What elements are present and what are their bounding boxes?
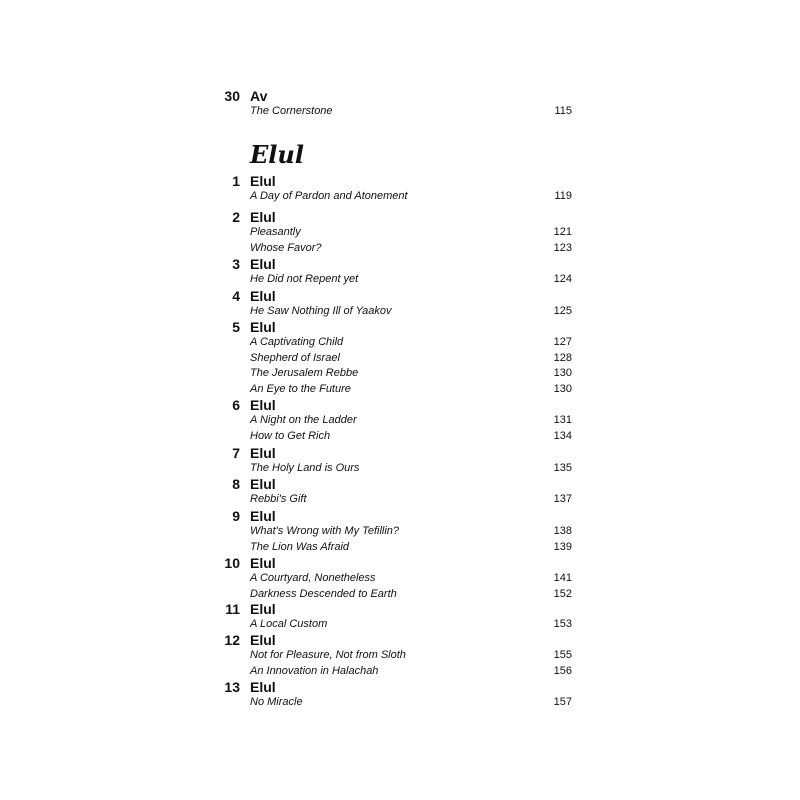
entry-page-number: 156	[553, 664, 572, 677]
toc-entry[interactable]	[225, 304, 585, 320]
day-number: 13	[224, 679, 240, 695]
entry-title: A Courtyard, Nonetheless	[250, 572, 376, 584]
toc-entry[interactable]	[225, 461, 585, 477]
entry-title: Pleasantly	[250, 226, 301, 238]
day-heading	[225, 256, 585, 272]
toc-entry[interactable]	[225, 241, 585, 257]
day-month-name: Elul	[250, 476, 276, 492]
day-heading	[225, 679, 585, 695]
day-month-name: Av	[250, 88, 268, 104]
toc-entry[interactable]	[225, 382, 585, 398]
entry-page-number: 130	[553, 367, 572, 379]
toc-entry[interactable]	[225, 648, 585, 664]
entry-title: How to Get Rich	[250, 429, 331, 442]
entry-title: Not for Pleasure, Not from Sloth	[250, 649, 406, 661]
entry-page-number: 135	[553, 462, 572, 474]
day-month-name: Elul	[250, 555, 276, 571]
day-block	[225, 88, 585, 120]
day-block	[225, 256, 585, 288]
day-heading	[225, 601, 585, 617]
entry-page-number: 127	[553, 336, 572, 348]
day-number: 3	[232, 256, 240, 272]
day-block	[225, 555, 585, 602]
entry-page-number: 119	[554, 190, 572, 202]
entry-title: A Local Custom	[250, 618, 328, 630]
day-block	[225, 209, 585, 256]
entry-title: Shepherd of Israel	[250, 351, 340, 364]
entry-page-number: 124	[553, 273, 572, 285]
day-month-name: Elul	[250, 397, 276, 413]
day-month-name: Elul	[250, 256, 276, 272]
entry-title: A Captivating Child	[250, 336, 344, 348]
day-heading	[225, 397, 585, 413]
toc-entry[interactable]	[225, 695, 585, 711]
day-block	[225, 288, 585, 320]
entry-title: Darkness Descended to Earth	[250, 587, 397, 600]
entry-page-number: 123	[553, 241, 572, 254]
month-heading: Elul	[250, 140, 304, 169]
entry-page-number: 155	[553, 649, 572, 661]
toc-entry[interactable]	[225, 272, 585, 288]
toc-entry[interactable]	[225, 587, 585, 603]
day-heading	[225, 508, 585, 524]
day-number: 4	[232, 288, 240, 304]
entry-page-number: 134	[553, 429, 572, 442]
day-number: 1	[232, 173, 240, 189]
day-heading	[225, 88, 585, 104]
toc-entry[interactable]	[225, 429, 585, 445]
toc-entry[interactable]	[225, 524, 585, 540]
day-month-name: Elul	[250, 288, 276, 304]
day-number: 12	[224, 632, 240, 648]
entry-title: What's Wrong with My Tefillin?	[250, 525, 400, 537]
toc-entry[interactable]	[225, 617, 585, 633]
day-block	[225, 173, 585, 205]
entry-page-number: 128	[553, 351, 572, 364]
entry-page-number: 138	[553, 525, 572, 537]
entry-page-number: 139	[553, 540, 572, 553]
toc-entry[interactable]	[225, 366, 585, 382]
day-block	[225, 397, 585, 444]
day-block	[225, 508, 585, 555]
entry-title: He Saw Nothing Ill of Yaakov	[250, 305, 392, 317]
day-month-name: Elul	[250, 632, 276, 648]
day-heading	[225, 209, 585, 225]
toc-entry[interactable]	[225, 540, 585, 556]
day-number: 8	[232, 476, 240, 492]
day-month-name: Elul	[250, 209, 276, 225]
entry-title: Whose Favor?	[250, 241, 322, 254]
day-heading	[225, 476, 585, 492]
toc-entry[interactable]	[225, 664, 585, 680]
day-number: 6	[232, 397, 240, 413]
entry-title: An Innovation in Halachah	[250, 664, 379, 677]
entry-title: The Cornerstone	[250, 105, 333, 117]
day-block	[225, 601, 585, 633]
day-month-name: Elul	[250, 173, 276, 189]
toc-entry[interactable]	[225, 225, 585, 241]
entry-page-number: 153	[553, 618, 572, 630]
day-number: 7	[232, 445, 240, 461]
day-month-name: Elul	[250, 601, 276, 617]
day-number: 30	[224, 88, 240, 104]
toc-entry[interactable]	[225, 104, 585, 120]
day-heading	[225, 555, 585, 571]
day-number: 9	[232, 508, 240, 524]
entry-title: He Did not Repent yet	[250, 273, 359, 285]
entry-page-number: 130	[553, 382, 572, 395]
entry-page-number: 121	[553, 226, 572, 238]
day-month-name: Elul	[250, 679, 276, 695]
entry-page-number: 157	[553, 696, 572, 708]
day-heading	[225, 173, 585, 189]
toc-entry[interactable]	[225, 351, 585, 367]
toc-entry[interactable]	[225, 571, 585, 587]
entry-title: No Miracle	[250, 696, 303, 708]
day-block	[225, 476, 585, 508]
toc-entry[interactable]	[225, 413, 585, 429]
day-month-name: Elul	[250, 319, 276, 335]
entry-title: An Eye to the Future	[250, 382, 351, 395]
entry-title: The Jerusalem Rebbe	[250, 367, 359, 379]
entry-page-number: 137	[553, 493, 572, 505]
day-month-name: Elul	[250, 508, 276, 524]
day-number: 5	[232, 319, 240, 335]
entry-title: A Day of Pardon and Atonement	[250, 190, 408, 202]
day-block	[225, 632, 585, 679]
day-number: 10	[224, 555, 240, 571]
entry-title: A Night on the Ladder	[250, 414, 357, 426]
entry-page-number: 152	[553, 587, 572, 600]
day-heading	[225, 288, 585, 304]
day-number: 2	[232, 209, 240, 225]
day-block	[225, 679, 585, 711]
day-heading	[225, 319, 585, 335]
day-heading	[225, 632, 585, 648]
entry-page-number: 125	[553, 305, 572, 317]
toc-entry[interactable]	[225, 335, 585, 351]
day-block	[225, 445, 585, 477]
entry-page-number: 115	[554, 105, 572, 117]
entry-page-number: 141	[553, 572, 572, 584]
day-number: 11	[225, 601, 240, 617]
entry-title: Rebbi's Gift	[250, 493, 307, 505]
day-heading	[225, 445, 585, 461]
toc-entry[interactable]	[225, 492, 585, 508]
entry-title: The Lion Was Afraid	[250, 540, 350, 553]
toc-entry[interactable]	[225, 189, 585, 205]
day-block	[225, 319, 585, 397]
day-month-name: Elul	[250, 445, 276, 461]
entry-page-number: 131	[553, 414, 572, 426]
entry-title: The Holy Land is Ours	[250, 462, 360, 474]
